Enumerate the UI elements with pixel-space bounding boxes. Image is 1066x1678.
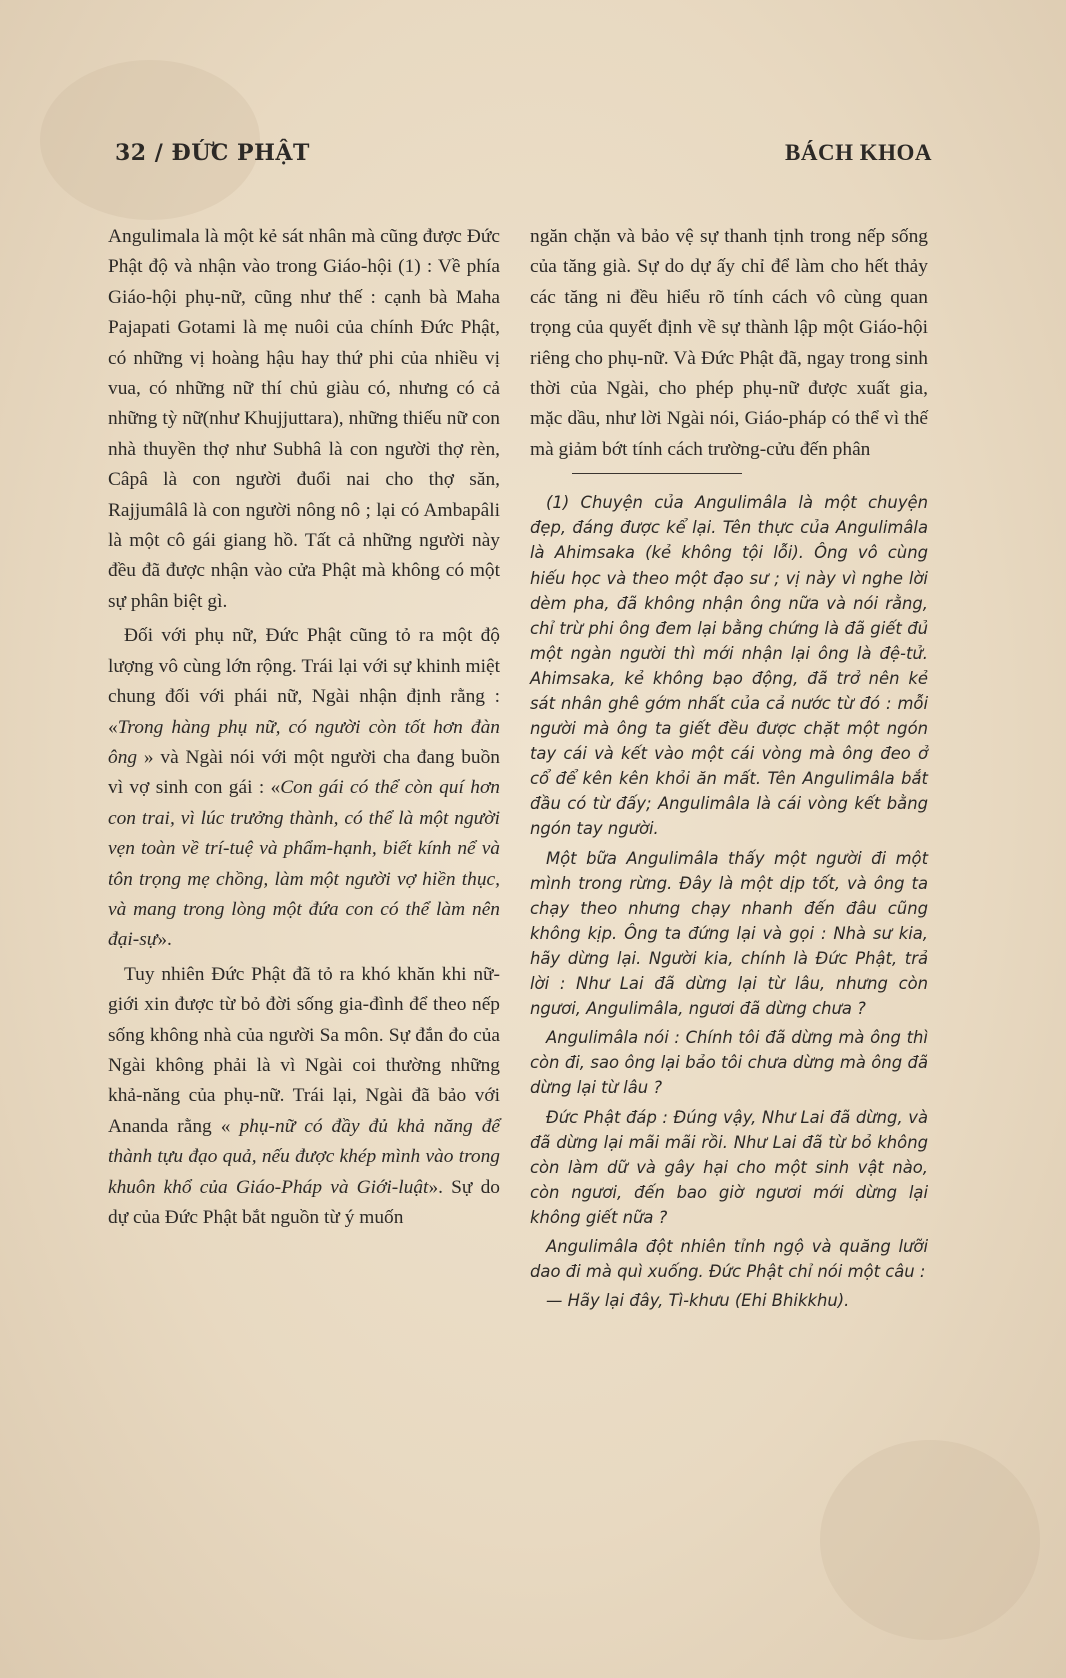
- footnote: [530, 490, 928, 1313]
- quote-italic: Con gái có thể còn quí hơn con trai, vì lúc trưởng thành, có thể là một người vẹn toàn về trí-tuệ và phẩm-hạnh, biết kính nể và tôn trọng mẹ chồng, làm một người vợ hiền thục, và mang trong lòng một đứa con có thể làm nên đại-sự: [108, 777, 500, 951]
- footnote-paragraph: Đức Phật đáp : Đúng vậy, Như Lai đã dừng, và đã dừng lại mãi mãi rồi. Như Lai đã từ bỏ không còn làm dữ và gây hại cho một sinh vật nào, còn ngươi, đến bao giờ ngươi mới dừng lại không giết nữa ?: [530, 1107, 928, 1227]
- text-run: Tuy nhiên Đức Phật đã tỏ ra khó khăn khi nữ-giới xin được từ bỏ đời sống gia-đình để theo nếp sống không nhà của người Sa môn. Sự đắn đo của Ngài không phải là vì Ngài coi thường những khả-năng của phụ-nữ. Trái lại, Ngài đã bảo với Ananda rằng «: [108, 963, 500, 1137]
- footnote-divider: [572, 473, 742, 474]
- paper-stain: [820, 1440, 1040, 1640]
- paragraph: Angulimala là một kẻ sát nhân mà cũng được Đức Phật độ và nhận vào trong Giáo-hội (1) : Về phía Giáo-hội phụ-nữ, cũng như thế : cạnh bà Maha Pajapati Gotami là mẹ nuôi của chính Đức Phật, có những vị hoàng hậu hay thứ phi của nhiều vị vua, có những nữ thí chủ giàu có, nhưng có cả những tỳ nữ(như Khujjuttara), những thiếu nữ con nhà thuyền thợ như Subhâ là con người thợ rèn, Câpâ là con người đuổi nai cho thợ săn, Rajjumâlâ là con người nông nô ; lại có Ambapâli là một cô gái giang hồ. Tất cả những người này đều đã được nhận vào cửa Phật mà không có một sự phân biệt gì.: [108, 226, 500, 612]
- paragraph: ngăn chặn và bảo vệ sự thanh tịnh trong nếp sống của tăng già. Sự do dự ấy chỉ để làm cho hết thảy các tăng ni đều hiểu rõ tính cách vô cùng quan trọng của quyết định về sự thành lập một Giáo-hội riêng cho phụ-nữ. Và Đức Phật đã, ngay trong sinh thời của Ngài, cho phép phụ-nữ được xuất gia, mặc dầu, như lời Ngài nói, Giáo-pháp có thể vì thế mà giảm bớt tính cách trường-cửu đến phân: [530, 226, 928, 460]
- footnote-paragraph: (1) Chuyện của Angulimâla là một chuyện đẹp, đáng được kể lại. Tên thực của Angulimâla là Ahimsaka (kẻ không tội lỗi). Ông vô cùng hiếu học và theo một đạo sư ; vị này vì nghe lời dèm pha, đã không nhận ông nữa và nói rằng, chỉ trừ phi ông đem lại bằng chứng là đã giết đủ một ngàn người thì mới nhận lại ông là đệ-tử. Ahimsaka, kẻ không bạo động, đã trở nên kẻ sát nhân ghê gớm nhất của cả nước từ đó : mỗi người mà ông ta giết đều được chặt một ngón tay cái và kết vào một cái vòng mà ông đeo ở cổ để kên kên khỏi ăn mất. Tên Angulimâla bắt đầu có từ đấy; Angulimâla là cái vòng kết bằng ngón tay người.: [530, 493, 928, 839]
- footnote-paragraph: Angulimâla nói : Chính tôi đã dừng mà ông thì còn đi, sao ông lại bảo tôi chưa dừng mà ông đã dừng lại từ lâu ?: [530, 1028, 928, 1098]
- footnote-paragraph: Một bữa Angulimâla thấy một người đi một mình trong rừng. Đây là một dịp tốt, và ông ta chạy theo nhưng chạy nhanh đến đâu cũng không kịp. Ông ta đứng lại và gọi : Nhà sư kia, hãy dừng lại. Người kia, chính là Đức Phật, trả lời : Như Lai đã dừng lại từ lâu, nhưng còn ngươi, Angulimâla, ngươi đã dừng chưa ?: [530, 848, 928, 1019]
- text-run: ».: [157, 929, 172, 951]
- paragraph: [108, 960, 500, 1234]
- magazine-name: BÁCH KHOA: [785, 140, 932, 165]
- quote-italic: phụ-nữ có đầy đủ khả năng để thành tựu đạo quả, nếu được khép mình vào trong khuôn khổ của Giáo-Pháp và Giới-luật: [108, 1115, 501, 1198]
- text-run: » và Ngài nói với một người cha đang buồn vì vợ sinh con gái : «: [108, 746, 500, 799]
- footnote-paragraph: — Hãy lại đây, Tì-khưu (Ehi Bhikkhu).: [546, 1291, 850, 1311]
- quote-italic: Trong hàng phụ nữ, có người còn tốt hơn đàn ông: [108, 716, 500, 768]
- running-header: [115, 140, 932, 174]
- page-number-and-title: 32 / ĐỨC PHẬT: [115, 140, 310, 166]
- footnote-paragraph: Angulimâla đột nhiên tỉnh ngộ và quăng lưỡi dao đi mà quì xuống. Đức Phật chỉ nói một câu :: [530, 1236, 928, 1282]
- text-run: ». Sự do dự của Đức Phật bắt nguồn từ ý muốn: [108, 1176, 500, 1228]
- left-column: [108, 222, 500, 1233]
- text-run: Đối với phụ nữ, Đức Phật cũng tỏ ra một độ lượng vô cùng lớn rộng. Trái lại với sự khinh miệt chung đối với phái nữ, Ngài nhận định rằng : «: [108, 625, 500, 738]
- paragraph: [108, 621, 500, 955]
- right-column: [530, 222, 928, 1317]
